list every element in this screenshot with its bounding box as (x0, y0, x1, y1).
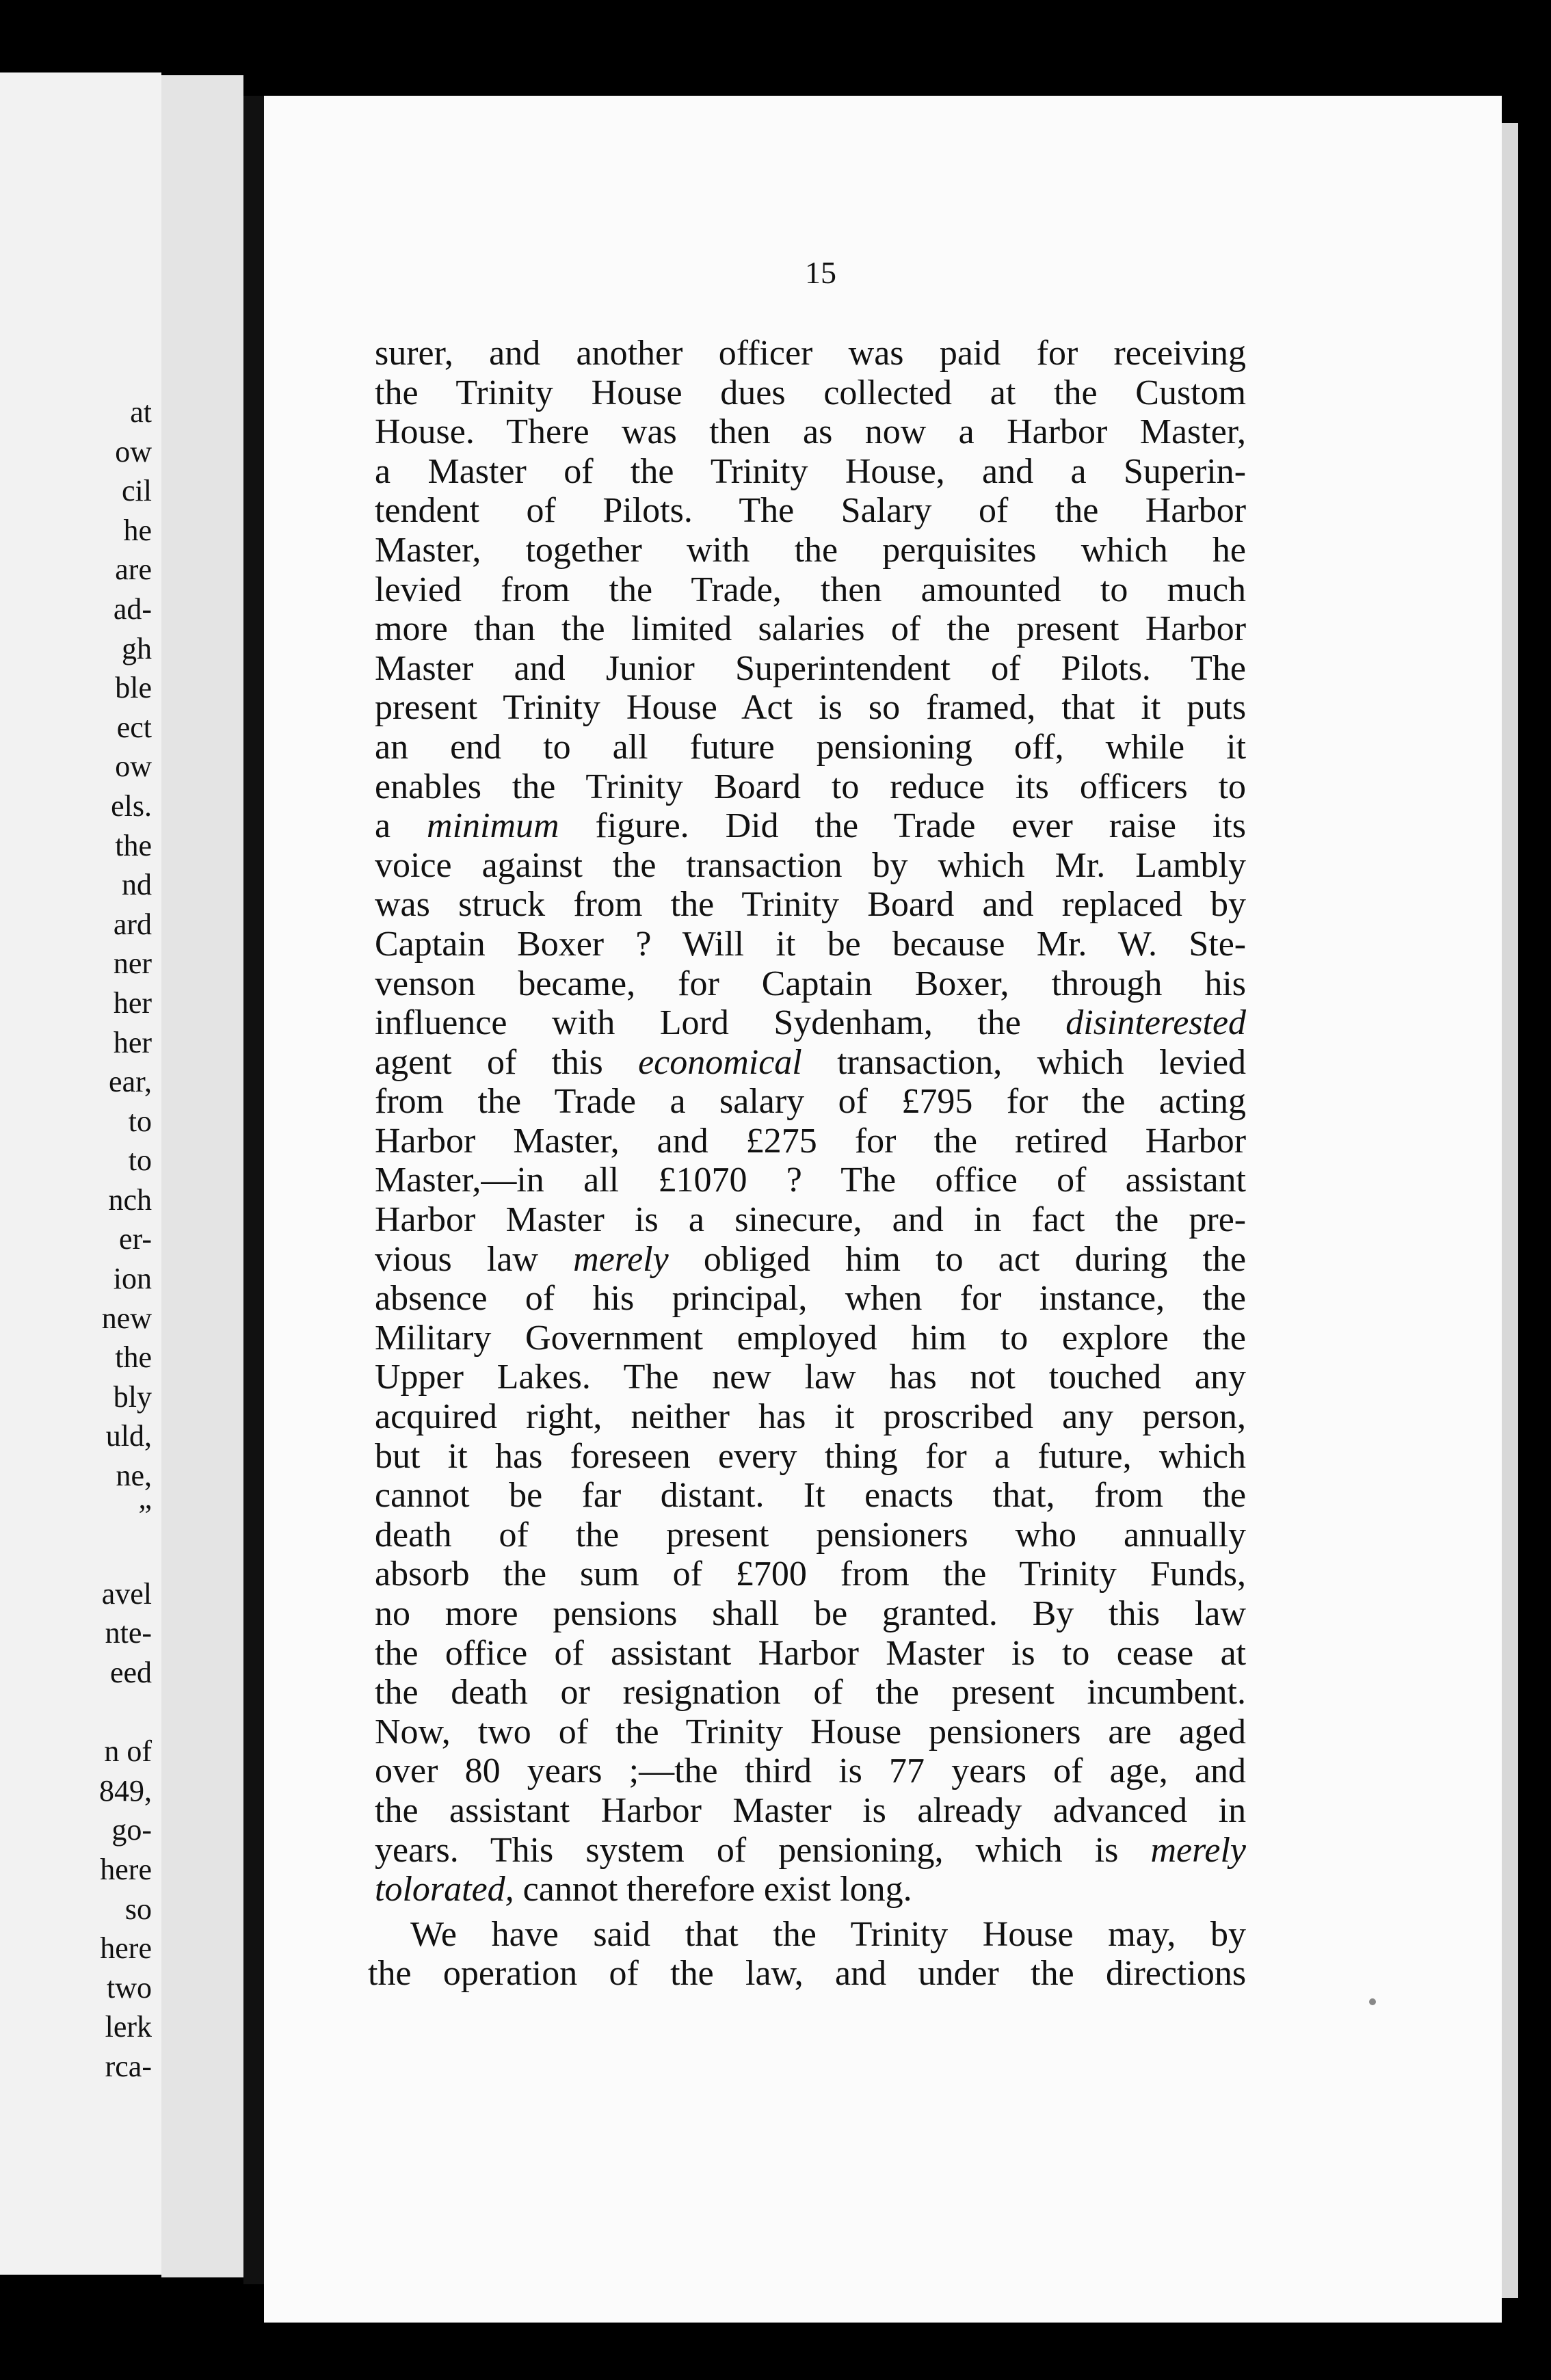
text-line: no more pensions shall be granted. By this law (375, 1594, 1247, 1633)
left-page-fragment: er- (119, 1222, 152, 1256)
left-page-fragment: uld, (105, 1419, 152, 1453)
book-gutter (243, 96, 264, 2284)
text-line: Master,—in all £1070 ? The office of assistant (375, 1161, 1247, 1200)
left-page-fragment: rca- (105, 2049, 152, 2083)
text-line: vious law merely obliged him to act during the (375, 1239, 1247, 1279)
text-line: was struck from the Trinity Board and replaced by (375, 885, 1247, 925)
text-line: the death or resignation of the present incumbent. (375, 1673, 1246, 1713)
left-page-fragment: nte- (105, 1616, 152, 1650)
text-line: cannot be far distant. It enacts that, from the (375, 1476, 1247, 1516)
text-line: Captain Boxer ? Will it be because Mr. W. Ste- (375, 924, 1247, 964)
text-line: Harbor Master is a sinecure, and in fact the pre- (375, 1200, 1247, 1240)
left-page-fragment: ect (116, 710, 152, 744)
left-page-fragment: ard (113, 907, 152, 941)
left-page-fragment: ne, (116, 1459, 152, 1493)
text-line: Now, two of the Trinity House pensioners are aged (375, 1712, 1247, 1751)
left-page-fragment: ion (113, 1262, 152, 1296)
left-page-fragment: her (113, 1025, 152, 1059)
text-line: enables the Trinity Board to reduce its officers to (375, 767, 1247, 806)
left-page-fragment: ow (115, 750, 152, 784)
text-line: the assistant Harbor Master is already advanced in (375, 1790, 1247, 1830)
text-line: death of the present pensioners who annually (375, 1515, 1247, 1555)
left-page-fragment: ” (138, 1498, 152, 1532)
left-page-fragment: ble (115, 671, 152, 705)
left-page-fragment: here (100, 1931, 152, 1966)
text-line: years. This system of pensioning, which is merely (375, 1830, 1246, 1870)
text-line: tendent of Pilots. The Salary of the Harbor (375, 491, 1247, 531)
left-page-fragment: ad- (113, 592, 152, 626)
left-page-fragment: n of (104, 1734, 152, 1769)
left-page-fragment: ear, (109, 1065, 152, 1099)
text-line: an end to all future pensioning off, while it (375, 727, 1247, 767)
text-line: agent of this economical transaction, which levied (375, 1042, 1247, 1082)
body-text (368, 334, 1247, 1994)
text-line: the operation of the law, and under the directions (368, 1954, 1247, 1994)
left-page-fragment: cil (122, 474, 152, 508)
right-page-edge (1502, 123, 1518, 2298)
left-page-fragment: two (107, 1970, 152, 2005)
left-page-fragment: lerk (105, 2010, 152, 2044)
text-line: absorb the sum of £700 from the Trinity Funds, (375, 1555, 1246, 1594)
text-line: influence with Lord Sydenham, the disinterested (375, 1003, 1247, 1043)
text-line: more than the limited salaries of the present Harbor (375, 609, 1247, 649)
left-page-fragment: gh (122, 631, 152, 665)
left-page-fragment (0, 1535, 161, 1574)
left-page-edge (161, 75, 243, 2277)
text-line: Master, together with the perquisites which he (375, 530, 1247, 570)
text-line: Harbor Master, and £275 for the retired Harbor (375, 1121, 1247, 1161)
text-line: present Trinity House Act is so framed, that it puts (375, 688, 1247, 728)
text-line: the office of assistant Harbor Master is to cease at (375, 1633, 1247, 1673)
text-line: but it has foreseen every thing for a future, which (375, 1436, 1246, 1476)
left-page-fragment: are (115, 553, 152, 587)
left-page-fragment: nd (122, 868, 152, 902)
text-line: the Trinity House dues collected at the Custom (375, 373, 1247, 412)
paper-speck (1369, 1998, 1376, 2005)
left-page-fragment: eed (109, 1656, 152, 1689)
left-page-fragment: he (123, 513, 152, 547)
text-line: House. There was then as now a Harbor Master, (375, 412, 1247, 452)
left-page-fragment: here (100, 1852, 152, 1886)
left-page-fragment: 849, (99, 1773, 152, 1808)
paragraph-2 (368, 1914, 1247, 1994)
left-page-fragment: the (115, 1340, 152, 1375)
left-page (0, 72, 161, 2275)
left-page-fragment: nch (108, 1182, 152, 1217)
left-page-fragment: ner (113, 947, 152, 981)
left-page-fragment (0, 1693, 161, 1732)
left-page-fragment: avel (101, 1576, 152, 1611)
text-line: a minimum figure. Did the Trade ever raise its (375, 806, 1247, 846)
left-page-fragment: els. (111, 789, 152, 823)
text-line: Military Government employed him to explore the (375, 1318, 1246, 1358)
text-line: voice against the transaction by which Mr. Lambly (375, 845, 1246, 885)
left-page-fragment: so (124, 1892, 152, 1926)
left-page-fragment: her (113, 986, 152, 1020)
left-page-fragment: at (130, 395, 152, 429)
left-page-fragment: to (128, 1143, 152, 1178)
text-line: We have said that the Trinity House may, by (410, 1914, 1247, 1954)
text-line: over 80 years ;—the third is 77 years of age, and (375, 1751, 1247, 1791)
text-line: Upper Lakes. The new law has not touched any (375, 1358, 1246, 1397)
left-page-fragment: ow (115, 434, 152, 468)
text-line: a Master of the Trinity House, and a Superin- (375, 451, 1247, 491)
text-line: Master and Junior Superintendent of Pilots. The (375, 648, 1246, 688)
left-page-fragment: the (115, 828, 152, 862)
paragraph-1 (375, 334, 1246, 1909)
left-page-fragment: new (101, 1301, 152, 1335)
left-page-fragment: to (128, 1104, 152, 1138)
page-number: 15 (805, 255, 836, 290)
text-line: venson became, for Captain Boxer, through his (375, 964, 1247, 1003)
text-line: levied from the Trade, then amounted to much (375, 570, 1247, 609)
left-page-fragment: bly (113, 1379, 152, 1414)
left-page-fragments (0, 393, 161, 2087)
text-line: surer, and another officer was paid for receiving (375, 334, 1246, 373)
text-line: tolorated, cannot therefore exist long. (375, 1870, 912, 1909)
text-line: absence of his principal, when for instance, the (375, 1279, 1246, 1319)
text-line: acquired right, neither has it proscribed any person, (375, 1397, 1247, 1437)
left-page-fragment: go- (111, 1813, 152, 1847)
text-line: from the Trade a salary of £795 for the acting (375, 1082, 1247, 1122)
